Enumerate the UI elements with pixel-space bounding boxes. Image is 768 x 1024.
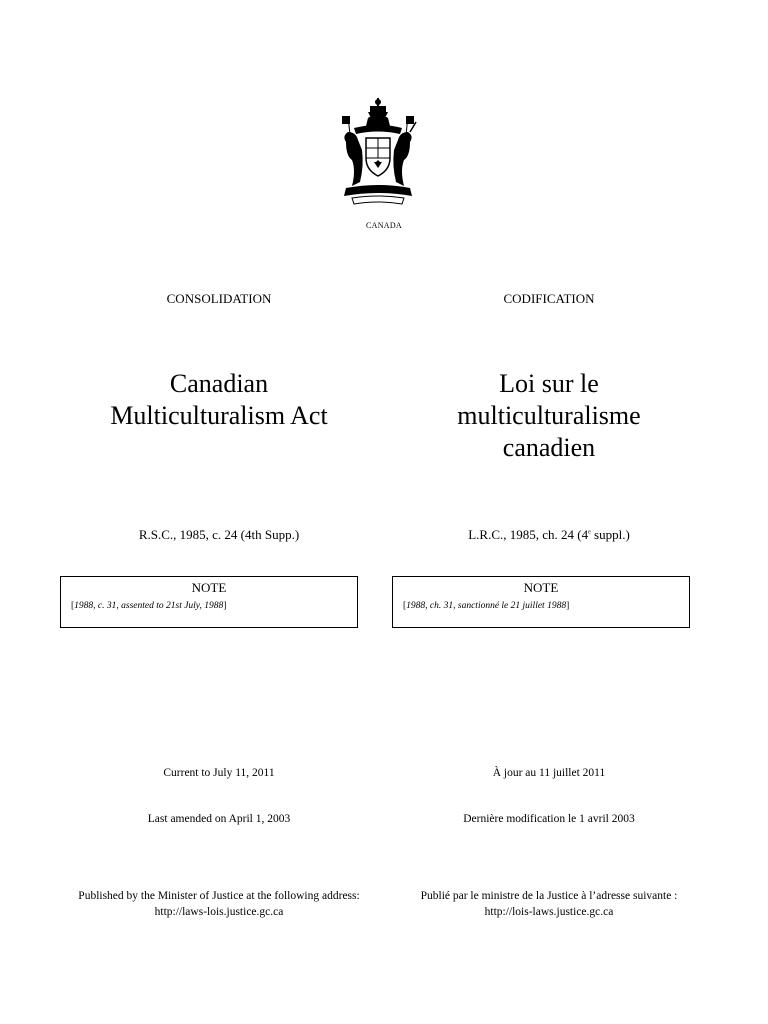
english-current-date: Current to July 11, 2011 bbox=[163, 767, 275, 779]
english-note-box bbox=[60, 576, 358, 628]
french-note-value: 1988, ch. 31, sanctionné le 21 juillet 1988 bbox=[406, 601, 567, 611]
french-citation bbox=[392, 527, 706, 543]
french-note-text: [1988, ch. 31, sanctionné le 21 juillet 1988] bbox=[403, 601, 570, 611]
french-citation-sup: e bbox=[588, 529, 591, 536]
french-publisher-line: Publié par le ministre de la Justice à l’adresse suivante : bbox=[420, 890, 678, 902]
french-note-box bbox=[392, 576, 690, 628]
french-last-amended: Dernière modification le 1 avril 2003 bbox=[463, 813, 635, 825]
french-publisher bbox=[392, 888, 706, 920]
english-publisher bbox=[60, 888, 378, 920]
english-note-heading: NOTE bbox=[191, 580, 227, 595]
english-publisher-line: Published by the Minister of Justice at the following address: bbox=[78, 890, 360, 902]
consolidation-label: CONSOLIDATION bbox=[166, 291, 272, 306]
english-title-line: Multiculturalism Act bbox=[110, 401, 328, 430]
english-title bbox=[60, 368, 378, 432]
french-title-line: Loi sur le bbox=[499, 369, 599, 398]
french-title-line: multiculturalisme bbox=[457, 401, 641, 430]
english-note-value: 1988, c. 31, assented to 21st July, 1988 bbox=[74, 601, 224, 611]
english-note-text: [1988, c. 31, assented to 21st July, 1988] bbox=[71, 601, 227, 611]
english-last-amended: Last amended on April 1, 2003 bbox=[147, 813, 291, 825]
english-citation: R.S.C., 1985, c. 24 (4th Supp.) bbox=[138, 527, 300, 542]
coat-of-arms-icon bbox=[338, 96, 418, 208]
french-title bbox=[392, 368, 706, 464]
english-title-line: Canadian bbox=[169, 369, 269, 398]
codification-label: CODIFICATION bbox=[503, 291, 595, 306]
french-publisher-url[interactable]: http://lois-laws.justice.gc.ca bbox=[484, 906, 614, 918]
french-citation-suffix: suppl.) bbox=[590, 527, 630, 542]
french-citation-prefix: L.R.C., 1985, ch. 24 (4 bbox=[468, 527, 589, 542]
english-publisher-url[interactable]: http://laws-lois.justice.gc.ca bbox=[154, 906, 284, 918]
country-label: CANADA bbox=[365, 221, 403, 230]
french-current-date: À jour au 11 juillet 2011 bbox=[492, 767, 606, 779]
french-note-heading: NOTE bbox=[523, 580, 559, 595]
french-title-line: canadien bbox=[502, 433, 596, 462]
